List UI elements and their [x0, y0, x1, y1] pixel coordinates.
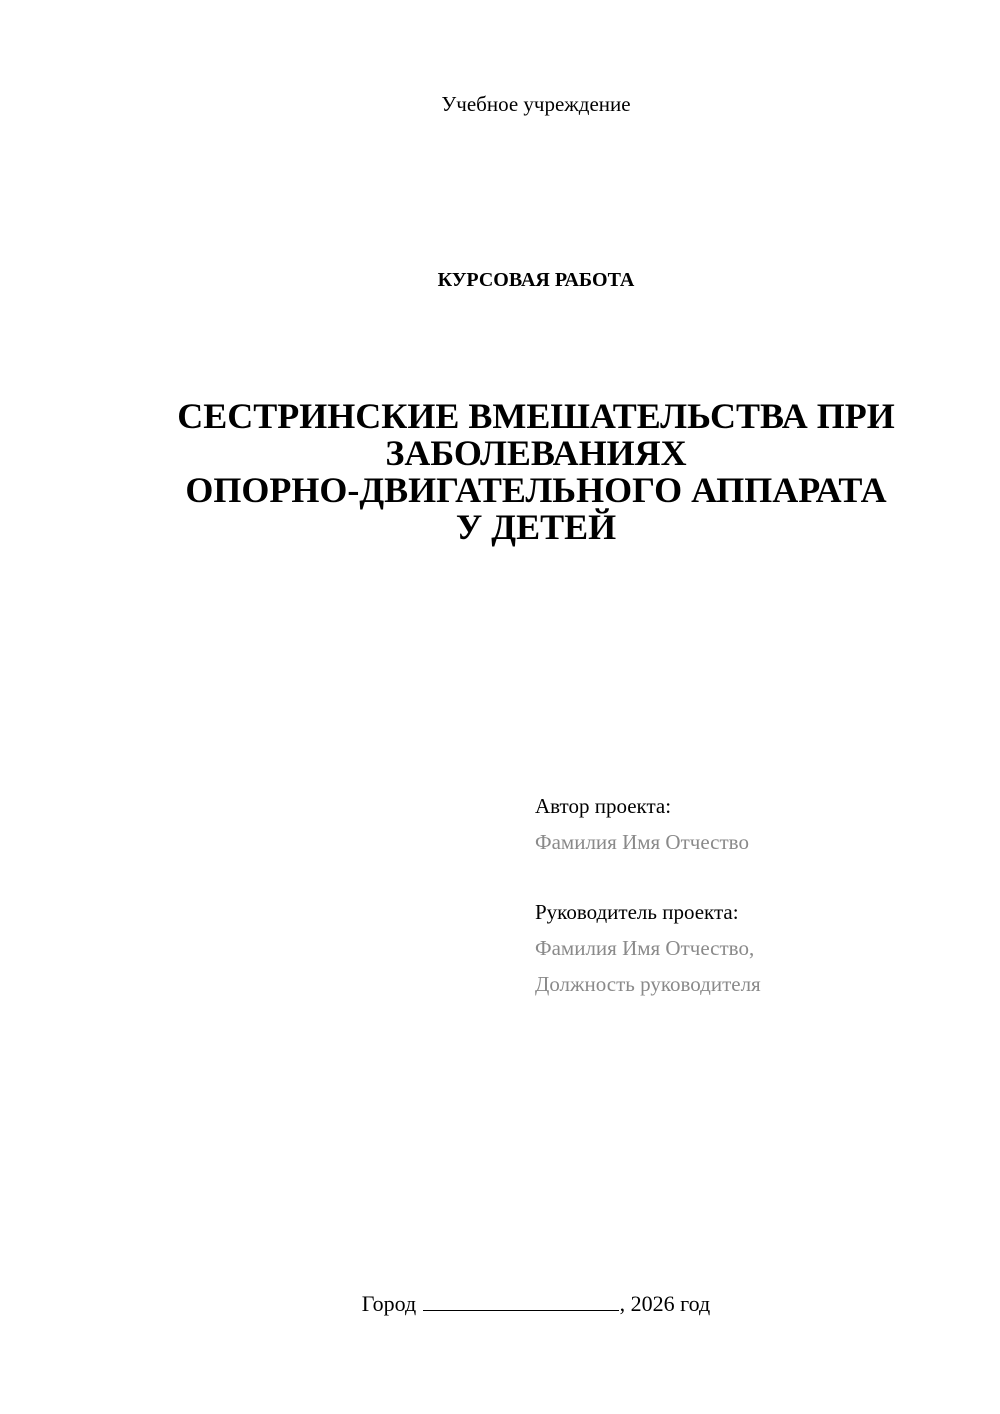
project-info [535, 788, 975, 1002]
work-title-line: СЕСТРИНСКИЕ ВМЕШАТЕЛЬСТВА ПРИ [177, 396, 895, 436]
city-year-line [0, 1290, 1000, 1317]
work-title-line: У ДЕТЕЙ [455, 507, 617, 547]
work-title-line: ЗАБОЛЕВАНИЯХ [385, 433, 687, 473]
work-title [100, 398, 972, 546]
year-text: , 2026 год [619, 1291, 711, 1316]
spacer [535, 860, 975, 894]
supervisor-name: Фамилия Имя Отчество, [535, 936, 755, 960]
work-title-line: ОПОРНО-ДВИГАТЕЛЬНОГО АППАРАТА [185, 470, 887, 510]
institution-name: Учебное учреждение [441, 92, 631, 116]
city-blank-line [423, 1290, 619, 1311]
document-type: КУРСОВАЯ РАБОТА [437, 269, 635, 291]
city-label: Город [361, 1291, 417, 1316]
author-name: Фамилия Имя Отчество [535, 830, 749, 854]
supervisor-label: Руководитель проекта: [535, 900, 739, 924]
supervisor-position: Должность руководителя [535, 972, 761, 996]
author-label: Автор проекта: [535, 794, 672, 818]
